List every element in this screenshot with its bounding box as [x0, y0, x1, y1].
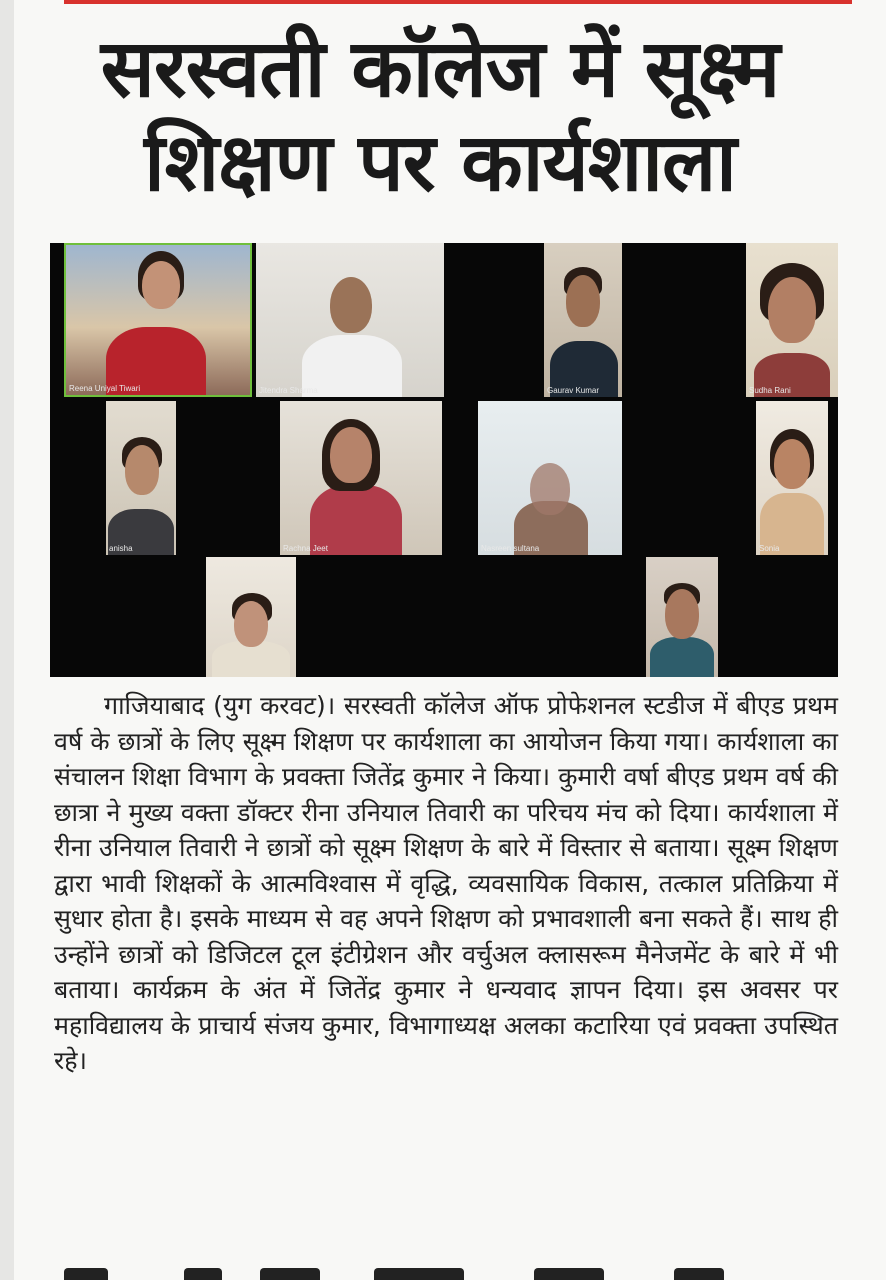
- participant-tile: [280, 401, 442, 555]
- next-headline-cutoff: [64, 1262, 764, 1280]
- participant-name: Rachna Jeet: [283, 544, 328, 553]
- article-body: गाजियाबाद (युग करवट)। सरस्वती कॉलेज ऑफ प्रोफेशनल स्टडीज में बीएड प्रथम वर्ष के छात्रों के लिए सूक्ष्म शिक्षण पर कार्यशाला का आयोजन किया गया। कार्यशाला का संचालन शिक्षा विभाग के प्रवक्ता जितेंद्र कुमार ने किया। कुमारी वर्षा बीएड प्रथम वर्ष की छात्रा ने मुख्य वक्ता डॉक्टर रीना उनियाल तिवारी का परिचय मंच को दिया। कार्यशाला में रीना उनियाल तिवारी ने छात्रों को सूक्ष्म शिक्षण के बारे में विस्तार से बताया। सूक्ष्म शिक्षण द्वारा भावी शिक्षकों के आत्मविश्वास में वृद्धि, व्यवसायिक विकास, तत्काल प्रतिक्रिया में सुधार होता है। इसके माध्यम से वह अपने शिक्षण को प्रभावशाली बना सकते हैं। साथ ही उन्होंने छात्रों को डिजिटल टूल इंटीग्रेशन और वर्चुअल क्लासरूम मैनेजमेंट के बारे में भी बताया। कार्यक्रम के अंत में जितेंद्र कुमार ने धन्यवाद ज्ञापन दिया। इस अवसर पर महाविद्यालय के प्राचार्य संजय कुमार, विभागाध्यक्ष अलका कटारिया एवं प्रवक्ता उपस्थित रहे।: [54, 691, 838, 1075]
- participant-tile: [64, 243, 252, 397]
- participant-name: Reena Uniyal Tiwari: [69, 384, 141, 393]
- participant-tile: [206, 557, 296, 677]
- participant-tile: [544, 243, 622, 397]
- participant-name: Jitendra Sharma: [259, 386, 318, 395]
- top-red-rule: [64, 0, 852, 4]
- participant-tile: [746, 243, 838, 397]
- headline: [40, 22, 840, 210]
- participant-name: Sonia: [759, 544, 780, 553]
- headline-line-2: शिक्षण पर कार्यशाला: [144, 116, 736, 209]
- margin-strip: [0, 0, 15, 1280]
- participant-name: Gaurav Kumar: [547, 386, 600, 395]
- participant-name: Sudha Rani: [749, 386, 791, 395]
- participant-tile: [106, 401, 176, 555]
- video-conference-photo: [50, 243, 838, 677]
- participant-tile: [756, 401, 828, 555]
- headline-line-1: सरस्वती कॉलेज में सूक्ष्म: [100, 22, 780, 115]
- participant-name: Nasreen sultana: [481, 544, 540, 553]
- participant-tile: [478, 401, 622, 555]
- participant-tile: [646, 557, 718, 677]
- participant-tile: [256, 243, 444, 397]
- participant-name: anisha: [109, 544, 133, 553]
